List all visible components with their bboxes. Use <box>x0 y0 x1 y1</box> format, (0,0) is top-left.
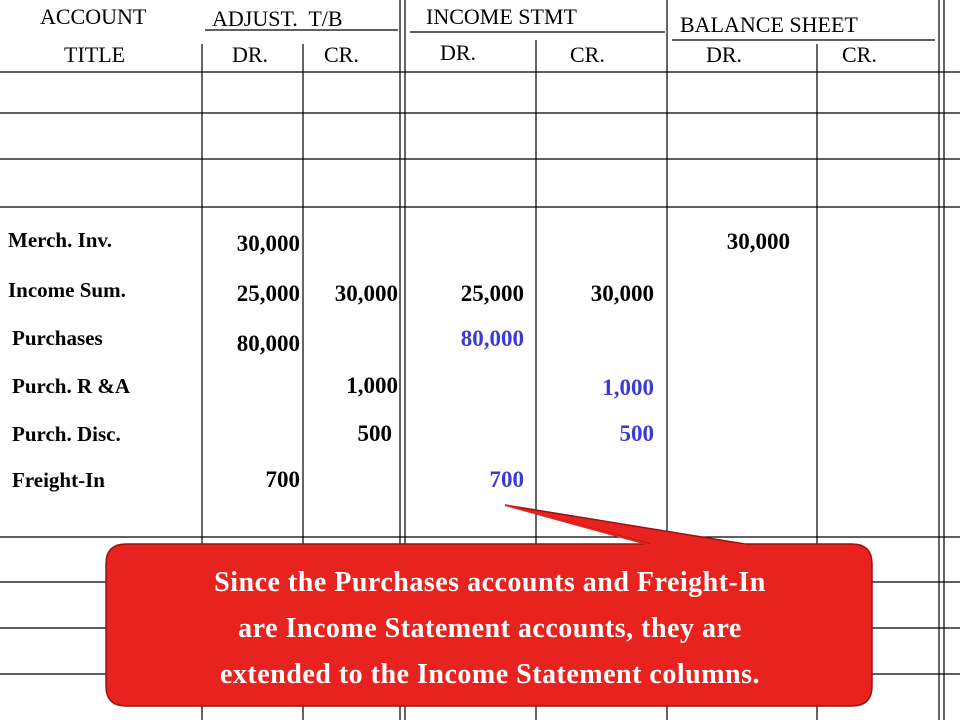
account-name: Income Sum. <box>8 278 126 302</box>
is-credit-amount: 500 <box>619 421 654 446</box>
header-is-credit: CR. <box>570 42 605 67</box>
header-bs-debit: DR. <box>706 42 743 67</box>
header-balance-sheet: BALANCE SHEET <box>680 12 858 37</box>
atb-debit-amount: 30,000 <box>236 231 300 256</box>
callout-line: are Income Statement accounts, they are <box>238 613 742 644</box>
atb-debit-amount: 80,000 <box>236 331 300 356</box>
callout-line: extended to the Income Statement columns. <box>220 659 760 690</box>
is-debit-amount: 80,000 <box>460 326 524 351</box>
is-credit-amount: 1,000 <box>602 375 654 400</box>
account-name: Purch. Disc. <box>12 422 121 446</box>
account-name: Purch. R &A <box>12 374 131 398</box>
is-debit-amount: 700 <box>489 467 524 492</box>
header-atb-credit: CR. <box>324 42 359 67</box>
atb-credit-amount: 500 <box>357 421 392 446</box>
header-account: ACCOUNT <box>40 4 147 29</box>
is-credit-amount: 30,000 <box>590 281 654 306</box>
header-bs-credit: CR. <box>842 42 877 67</box>
account-name: Merch. Inv. <box>8 228 113 252</box>
header-income-statement: INCOME STMT <box>426 4 577 29</box>
header-title: TITLE <box>64 42 126 67</box>
callout-message <box>110 560 870 698</box>
header-atb-debit: DR. <box>232 42 269 67</box>
atb-credit-amount: 30,000 <box>334 281 398 306</box>
bs-debit-amount: 30,000 <box>726 229 790 254</box>
header-is-debit: DR. <box>440 40 477 65</box>
header-adjusted-trial-balance: ADJUST. T/B <box>212 6 343 31</box>
account-name: Freight-In <box>12 468 105 492</box>
is-debit-amount: 25,000 <box>460 281 524 306</box>
callout-line: Since the Purchases accounts and Freight-In <box>214 567 766 598</box>
atb-credit-amount: 1,000 <box>346 373 398 398</box>
atb-debit-amount: 25,000 <box>236 281 300 306</box>
atb-debit-amount: 700 <box>265 467 300 492</box>
account-name: Purchases <box>12 326 103 350</box>
